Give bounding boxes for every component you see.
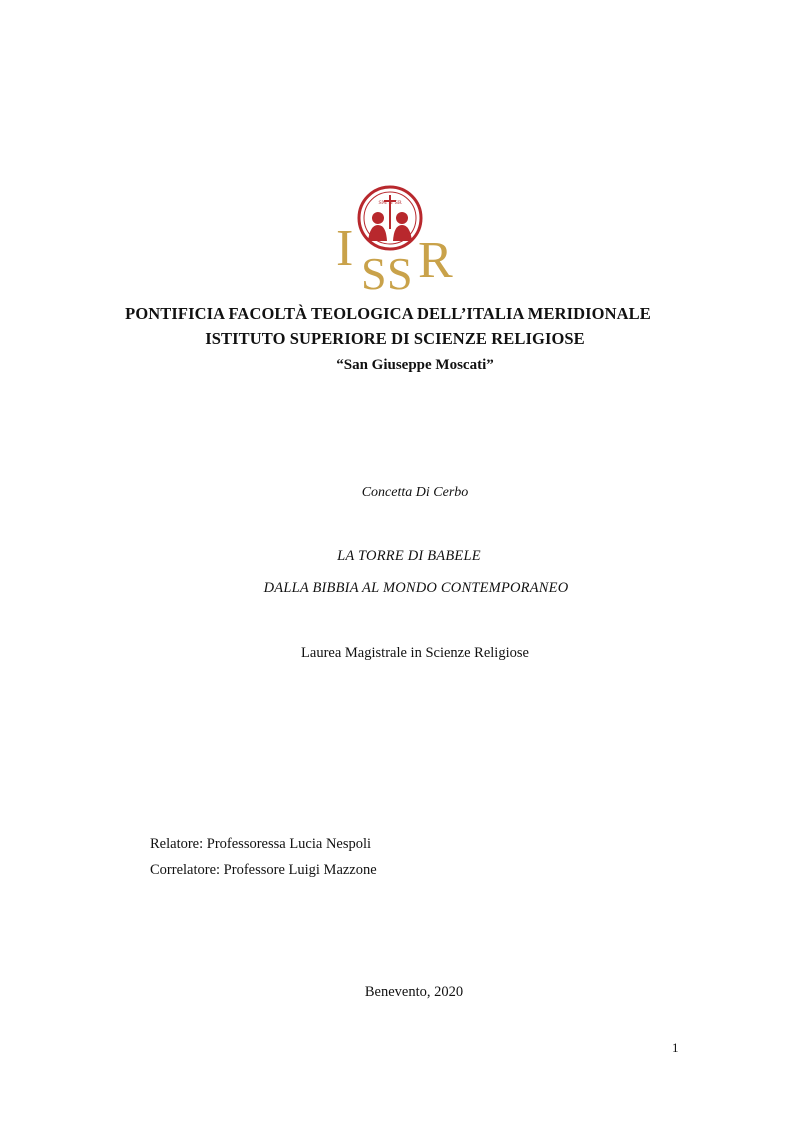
author-name: Concetta Di Cerbo <box>361 485 469 500</box>
institute-subtitle: “San Giuseppe Moscati” <box>336 357 494 373</box>
svg-text:S: S <box>361 248 387 295</box>
svg-text:R: R <box>418 232 453 289</box>
svg-text:I: I <box>336 220 354 277</box>
thesis-title-line2: DALLA BIBBIA AL MONDO CONTEMPORANEO <box>263 580 569 596</box>
advisor-relatore: Relatore: Professoressa Lucia Nespoli <box>150 836 372 852</box>
issr-logo <box>330 185 465 295</box>
place-and-year: Benevento, 2020 <box>364 984 464 1000</box>
seal-emblem <box>359 187 421 249</box>
page-number: 1 <box>672 1040 679 1055</box>
advisor-correlatore: Correlatore: Professore Luigi Mazzone <box>150 862 377 878</box>
thesis-title-line1: LA TORRE DI BABELE <box>337 548 481 564</box>
degree-name: Laurea Magistrale in Scienze Religiose <box>301 645 529 661</box>
seal-text: SM N SR <box>378 200 402 206</box>
institute-name: ISTITUTO SUPERIORE DI SCIENZE RELIGIOSE <box>205 329 585 348</box>
svg-text:S: S <box>387 248 413 295</box>
institution-name: PONTIFICIA FACOLTÀ TEOLOGICA DELL’ITALIA MERIDIONALE <box>125 304 651 323</box>
